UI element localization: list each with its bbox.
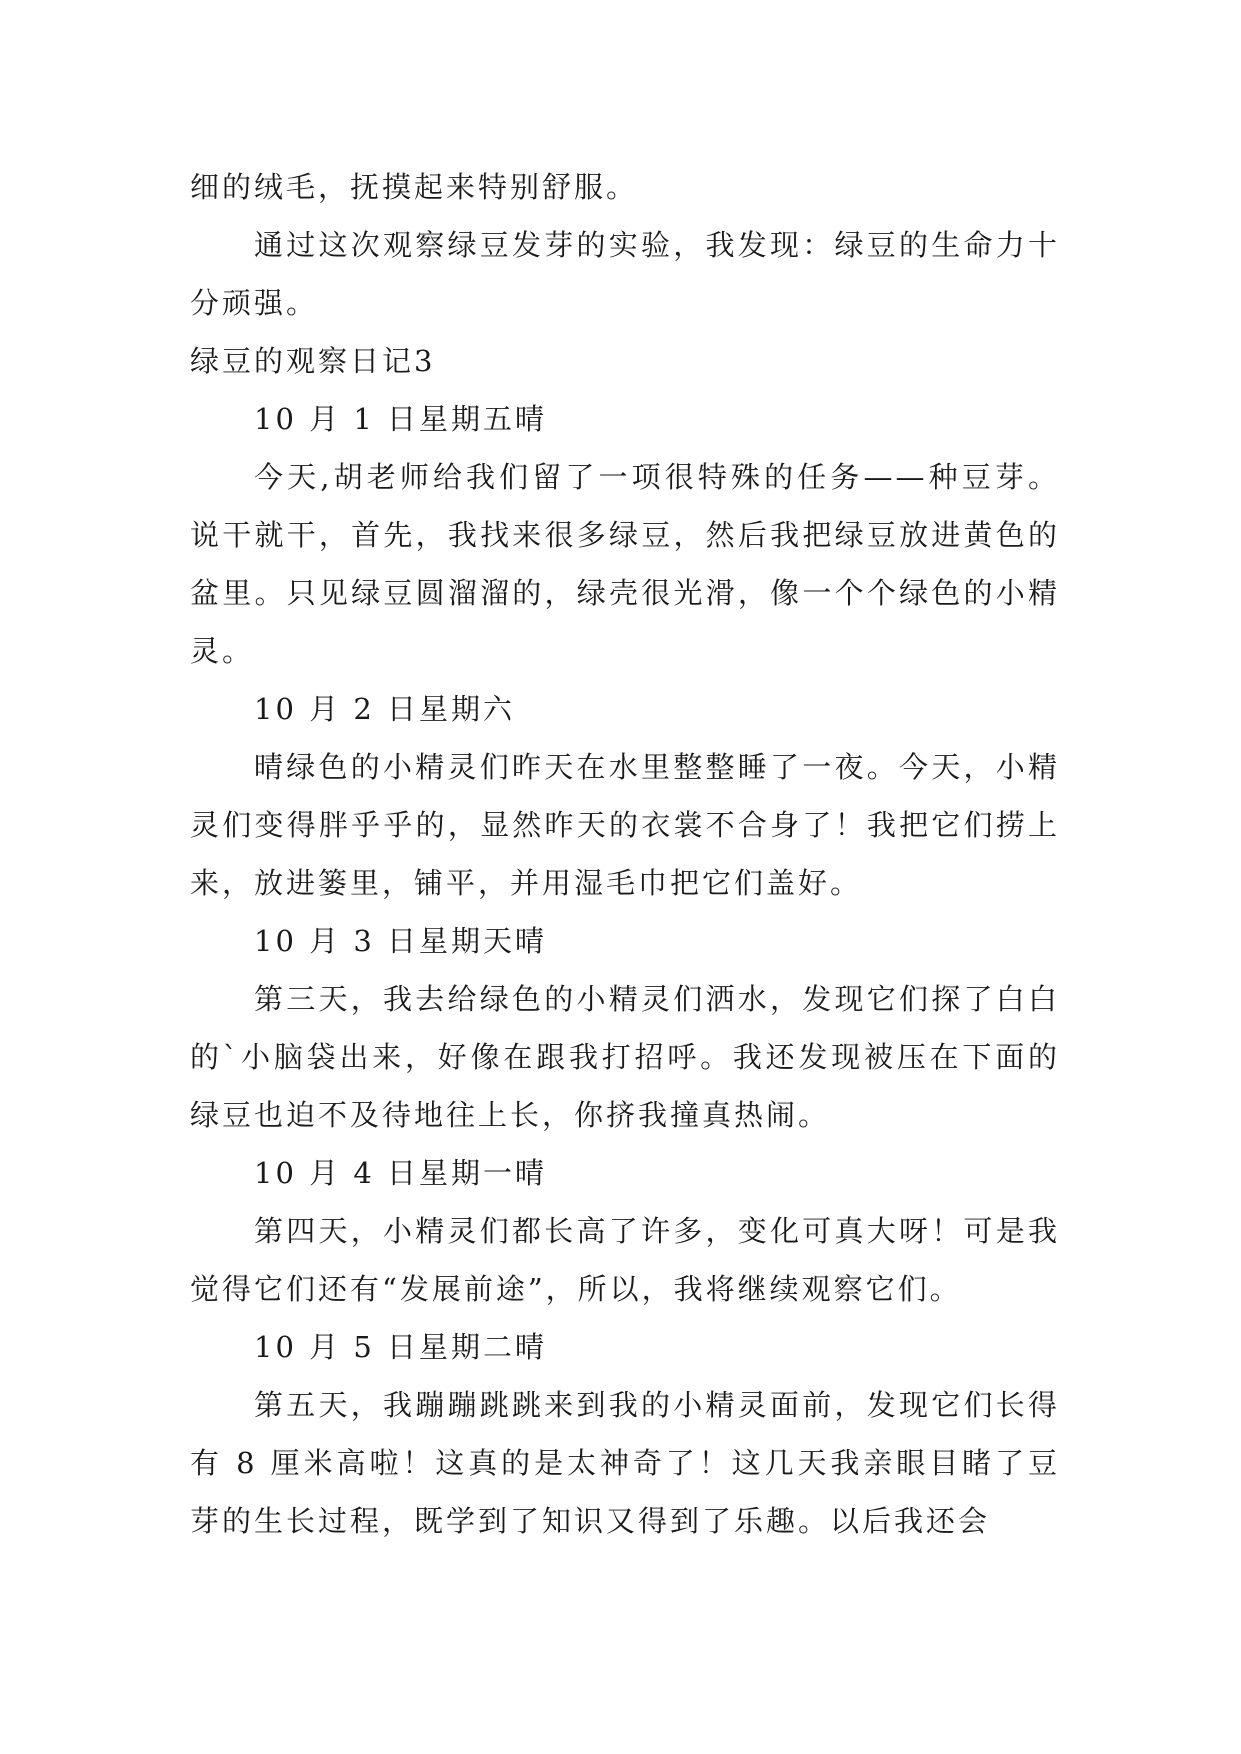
diary-date-day3: 10 月 3 日星期天晴 bbox=[254, 924, 548, 958]
diary-date-day2: 10 月 2 日星期六 bbox=[254, 692, 516, 726]
diary-entry-day2: 晴绿色的小精灵们昨天在水里整整睡了一夜。今天，小精灵们变得胖乎乎的，显然昨天的衣裳不合身了！我把它们捞上来，放进篓里，铺平，并用湿毛巾把它们盖好。 bbox=[190, 750, 1060, 900]
diary-entry-day5: 第五天，我蹦蹦跳跳来到我的小精灵面前，发现它们长得有 8 厘米高啦！这真的是太神奇了！这几天我亲眼目睹了豆芽的生长过程，既学到了知识又得到了乐趣。以后我还会 bbox=[190, 1388, 1060, 1538]
diary-entry-day3: 第三天，我去给绿色的小精灵们洒水，发现它们探了白白的`小脑袋出来，好像在跟我打招呼。我还发现被压在下面的绿豆也迫不及待地往上长，你挤我撞真热闹。 bbox=[190, 982, 1060, 1132]
diary-date-day1: 10 月 1 日星期五晴 bbox=[254, 402, 548, 436]
diary-entry-day4: 第四天，小精灵们都长高了许多，变化可真大呀！可是我觉得它们还有“发展前途”，所以，我将继续观察它们。 bbox=[190, 1214, 1060, 1306]
section-title: 绿豆的观察日记3 bbox=[190, 344, 436, 378]
document-body bbox=[190, 158, 1060, 1550]
paragraph-conclusion: 通过这次观察绿豆发芽的实验，我发现：绿豆的生命力十分顽强。 bbox=[190, 228, 1060, 320]
diary-date-day4: 10 月 4 日星期一晴 bbox=[254, 1156, 548, 1190]
diary-date-day5: 10 月 5 日星期二晴 bbox=[254, 1330, 548, 1364]
paragraph-continuation: 细的绒毛，抚摸起来特别舒服。 bbox=[190, 170, 639, 204]
diary-entry-day1: 今天,胡老师给我们留了一项很特殊的任务——种豆芽。说干就干，首先，我找来很多绿豆，然后我把绿豆放进黄色的盆里。只见绿豆圆溜溜的，绿壳很光滑，像一个个绿色的小精灵。 bbox=[190, 460, 1060, 668]
